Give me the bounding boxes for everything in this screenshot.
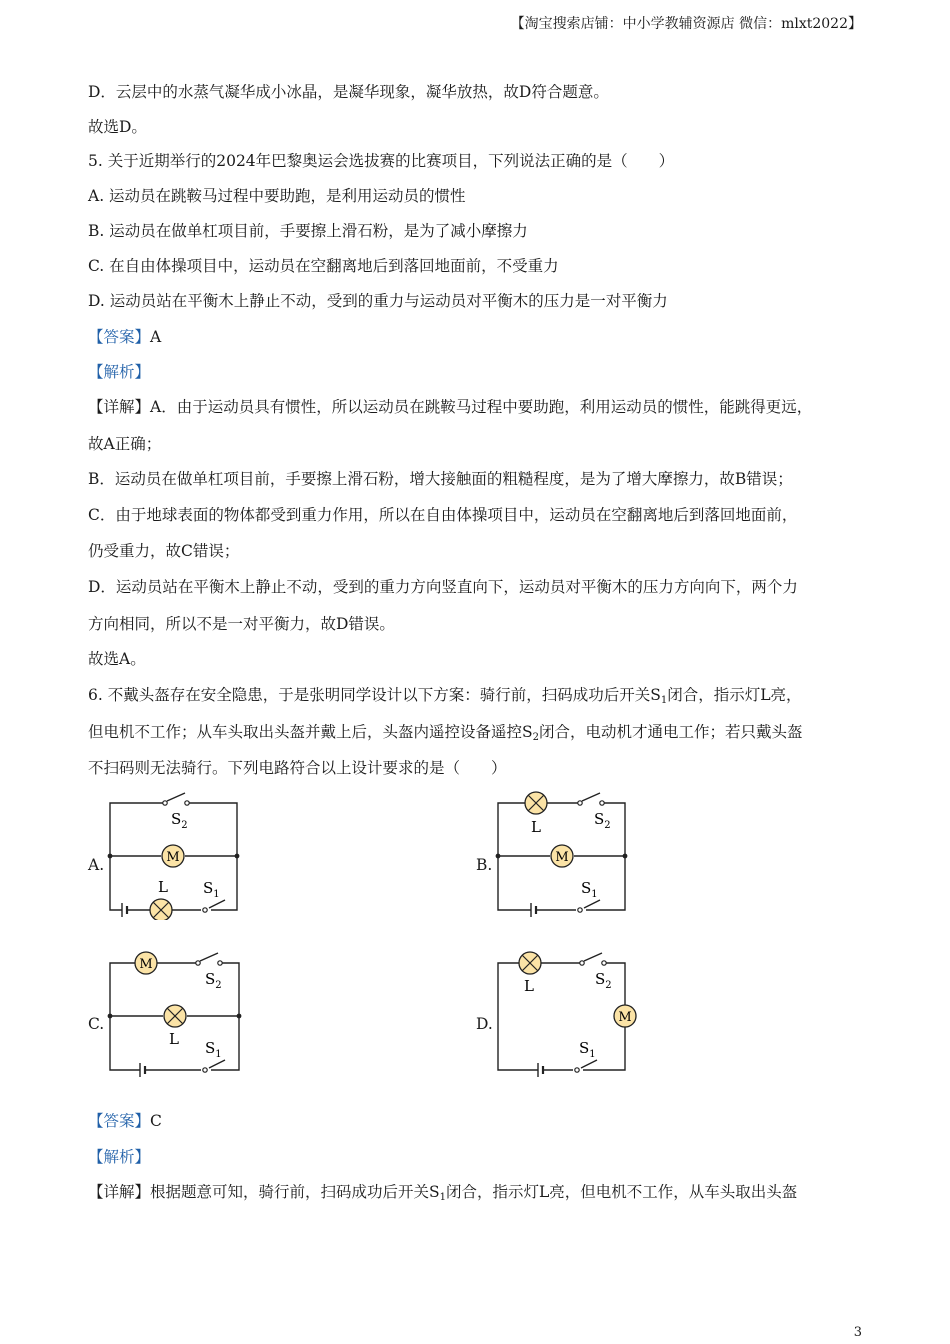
svg-text:M: M bbox=[166, 850, 180, 865]
svg-text:S1: $S_1$ bbox=[205, 1039, 222, 1060]
text-line: 故选D。 bbox=[88, 118, 147, 136]
detail-line: 【详解】根据题意可知，骑行前，扫码成功后开关$S_1$闭合，指示灯L亮，但电机不工作，从车头取出头盔 bbox=[88, 1183, 798, 1203]
svg-text:S2: $S_2$ bbox=[594, 810, 611, 831]
option-b: B. 运动员在做单杠项目前，手要擦上滑石粉，是为了减小摩擦力 bbox=[88, 222, 528, 240]
circuit-diagram-a bbox=[105, 790, 245, 920]
answer-value: A bbox=[150, 328, 162, 346]
svg-text:S1: $S_1$ bbox=[581, 879, 598, 900]
svg-text:M: M bbox=[618, 1010, 632, 1025]
text-line: 故A正确； bbox=[88, 435, 162, 453]
text-line: 方向相同，所以不是一对平衡力，故D错误。 bbox=[88, 615, 395, 633]
detail-line: 【详解】A．由于运动员具有惯性，所以运动员在跳鞍马过程中要助跑，利用运动员的惯性，能跳得更远， bbox=[88, 398, 813, 416]
option-c: C. 在自由体操项目中，运动员在空翻离地后到落回地面前，不受重力 bbox=[88, 257, 559, 275]
text-line: B．运动员在做单杠项目前，手要擦上滑石粉，增大接触面的粗糙程度，是为了增大摩擦力，故B错误； bbox=[88, 470, 793, 488]
circuit-label-a: A. bbox=[88, 856, 105, 874]
detail-tag: 【详解】 bbox=[88, 1183, 151, 1201]
svg-text:S2: $S_2$ bbox=[205, 970, 222, 991]
analysis-tag: 【解析】 bbox=[88, 1148, 151, 1166]
detail-tag: 【详解】 bbox=[88, 398, 151, 416]
answer-line bbox=[88, 327, 161, 347]
svg-text:L: L bbox=[531, 818, 541, 836]
svg-text:L: L bbox=[524, 977, 534, 995]
text-line: C．由于地球表面的物体都受到重力作用，所以在自由体操项目中，运动员在空翻离地后到落回地面前， bbox=[88, 506, 798, 524]
svg-text:S1: $S_1$ bbox=[203, 879, 220, 900]
svg-text:M: M bbox=[555, 850, 569, 865]
circuit-diagram-c bbox=[105, 948, 245, 1080]
answer-tag: 【答案】 bbox=[88, 328, 151, 346]
option-a: A. 运动员在跳鞍马过程中要助跑，是利用运动员的惯性 bbox=[88, 187, 466, 205]
analysis-tag: 【解析】 bbox=[88, 363, 151, 381]
text-line: D．运动员站在平衡木上静止不动，受到的重力方向竖直向下，运动员对平衡木的压力方向向下，两个力 bbox=[88, 578, 798, 596]
circuit-label-b: B. bbox=[476, 856, 493, 874]
circuit-diagram-b bbox=[493, 790, 633, 920]
option-d: D. 运动员站在平衡木上静止不动，受到的重力与运动员对平衡木的压力是一对平衡力 bbox=[88, 292, 668, 310]
answer-line bbox=[88, 1111, 162, 1131]
svg-text:S2: $S_2$ bbox=[171, 810, 188, 831]
text-line: 不扫码则无法骑行。下列电路符合以上设计要求的是（ ） bbox=[88, 759, 507, 777]
circuit-label-c: C. bbox=[88, 1015, 105, 1033]
svg-text:L: L bbox=[158, 878, 168, 896]
svg-text:M: M bbox=[139, 957, 153, 972]
page-header: 【淘宝搜索店铺：中小学教辅资源店 微信：mlxt2022】 bbox=[510, 16, 862, 32]
text-line: D．云层中的水蒸气凝华成小冰晶，是凝华现象，凝华放热，故D符合题意。 bbox=[88, 83, 609, 101]
answer-tag: 【答案】 bbox=[88, 1112, 151, 1130]
text-line: 但电机不工作；从车头取出头盔并戴上后，头盔内遥控设备遥控$S_2$闭合，电动机才通电工作；若只戴头盔 bbox=[88, 723, 803, 743]
circuit-label-d: D. bbox=[476, 1015, 493, 1033]
question-6-stem: 6. 不戴头盔存在安全隐患，于是张明同学设计以下方案：骑行前，扫码成功后开关$S_1$闭合，指示灯L亮， bbox=[88, 686, 802, 706]
text-line: 故选A。 bbox=[88, 650, 146, 668]
svg-text:S1: $S_1$ bbox=[579, 1039, 596, 1060]
svg-text:S2: $S_2$ bbox=[595, 970, 612, 991]
page-number: 3 bbox=[853, 1325, 862, 1340]
text-line: 仍受重力，故C错误； bbox=[88, 542, 240, 560]
answer-value: C bbox=[150, 1112, 162, 1130]
circuit-diagram-d bbox=[493, 948, 643, 1080]
svg-text:L: L bbox=[169, 1030, 179, 1048]
question-5-stem: 5. 关于近期举行的2024年巴黎奥运会选拔赛的比赛项目，下列说法正确的是（ ） bbox=[88, 152, 675, 170]
